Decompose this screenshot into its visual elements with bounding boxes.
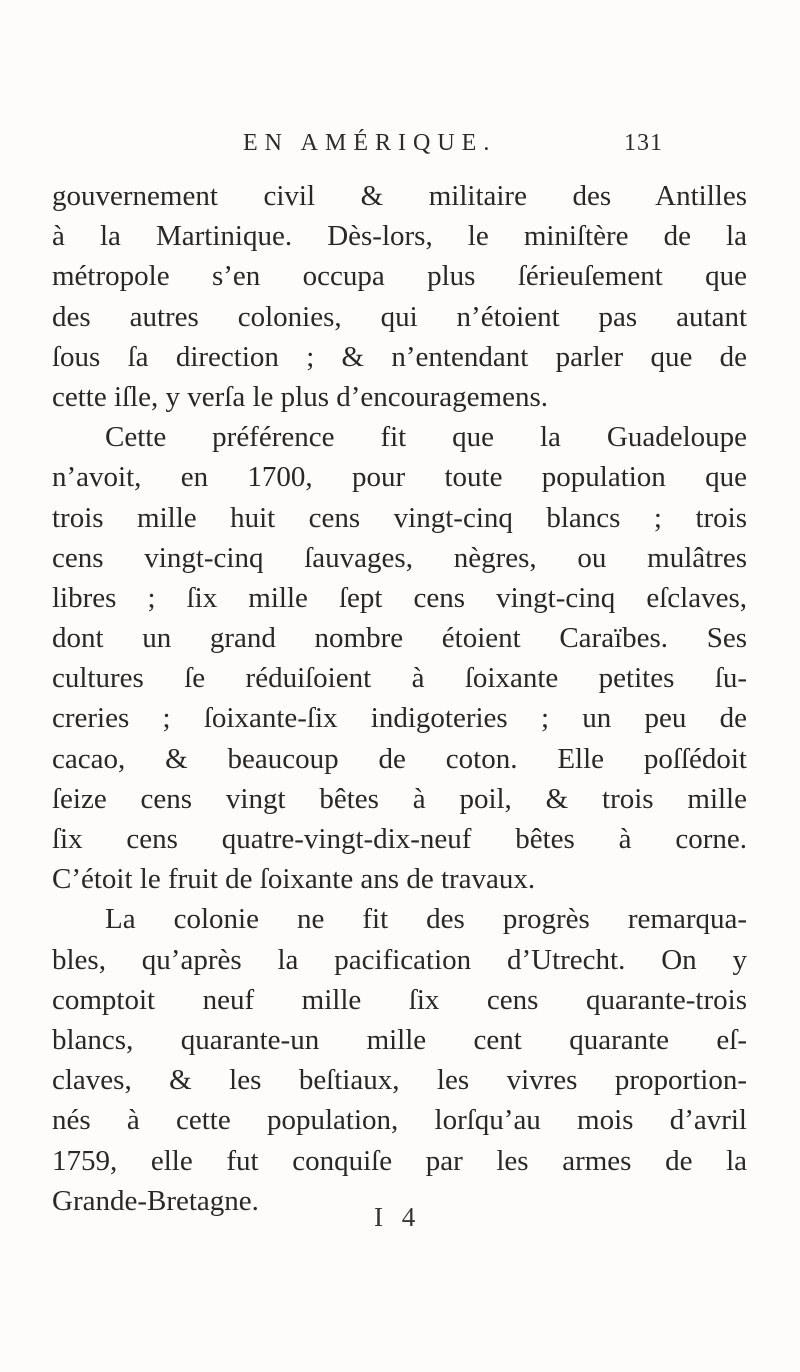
text-line: cette iſle, y verſa le plus d’encouragemens. — [52, 380, 549, 413]
text-line: Grande-Bretagne. — [52, 1184, 259, 1217]
body-text — [52, 176, 747, 1221]
text-line: trois mille huit cens vingt-cinq blancs ; trois — [52, 501, 747, 534]
text-line: cens vingt-cinq ſauvages, nègres, ou mulâtres — [52, 541, 747, 574]
text-line: à la Martinique. Dès-lors, le miniſtère de la — [52, 220, 747, 253]
running-head — [243, 130, 663, 164]
text-line: libres ; ſix mille ſept cens vingt-cinq eſclaves, — [52, 581, 747, 614]
text-line: blancs, quarante-un mille cent quarante eſ- — [52, 1023, 747, 1056]
text-line: bles, qu’après la pacification d’Utrecht. On y — [52, 943, 747, 976]
text-line: claves, & les beſtiaux, les vivres proportion- — [52, 1064, 747, 1097]
paragraph-start-line: La colonie ne fit des progrès remarqua- — [105, 903, 747, 936]
text-line: 1759, elle fut conquiſe par les armes de la — [52, 1144, 747, 1177]
text-line: cacao, & beaucoup de coton. Elle poſſédoit — [52, 742, 747, 775]
signature-mark: I 4 — [374, 1202, 422, 1232]
text-line: dont un grand nombre étoient Caraïbes. Ses — [52, 622, 747, 655]
page-number: 131 — [624, 130, 663, 156]
text-line: C’étoit le fruit de ſoixante ans de travaux. — [52, 863, 536, 896]
running-title: EN AMÉRIQUE. — [243, 130, 497, 156]
text-line: des autres colonies, qui n’étoient pas autant — [52, 300, 747, 333]
text-line: ſix cens quatre-vingt-dix-neuf bêtes à corne. — [52, 823, 747, 855]
text-line: cultures ſe réduiſoient à ſoixante petites ſu- — [52, 662, 747, 695]
text-line: ſous ſa direction ; & n’entendant parler que de — [52, 340, 747, 373]
text-line: comptoit neuf mille ſix cens quarante-trois — [52, 983, 747, 1016]
paragraph-start-line: Cette préférence fit que la Guadeloupe — [105, 421, 747, 454]
text-line: métropole s’en occupa plus ſérieuſement que — [52, 260, 747, 293]
text-line: gouvernement civil & militaire des Antilles — [52, 180, 747, 212]
text-line: ſeize cens vingt bêtes à poil, & trois mille — [52, 782, 747, 815]
text-line: n’avoit, en 1700, pour toute population que — [52, 461, 747, 494]
text-line: creries ; ſoixante-ſix indigoteries ; un peu de — [52, 702, 747, 735]
text-line: nés à cette population, lorſqu’au mois d’avril — [52, 1104, 747, 1137]
